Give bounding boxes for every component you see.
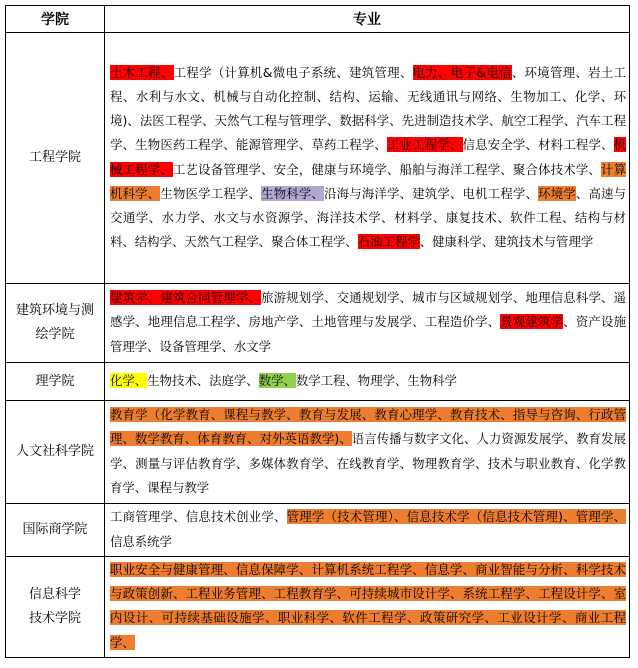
majors-cell: [105, 33, 630, 284]
school-name: [6, 33, 105, 284]
majors-cell: [105, 401, 630, 504]
major-text: 数学工程、物理学、生物科学: [295, 372, 457, 388]
highlighted-major: 数学、: [258, 372, 296, 388]
table-row: [6, 401, 630, 504]
highlighted-major: 环境学: [538, 185, 576, 201]
highlighted-major: 石油工程学: [357, 234, 420, 250]
highlighted-major: 电力、电子&电信: [412, 64, 512, 80]
highlighted-major: 管理学（技术管理）、信息技术学（信息技术管理)、管理学、: [286, 509, 627, 525]
major-text: 生物技术、法庭学、: [147, 372, 259, 388]
major-text: 生物医学工程学、: [160, 185, 262, 201]
school-name: [6, 363, 105, 401]
table-row: [6, 33, 630, 284]
majors-table: [5, 5, 630, 658]
major-text: 旅游规划学、交通规划学、城市与区域规划学、地理信息科学、遥感学、地理信息工程学、房地产学、土地管理与发展学、工程造价学、: [110, 290, 627, 330]
header-major: 专业: [105, 6, 630, 33]
major-text: 信息安全学、材料工程学、: [462, 137, 614, 153]
school-name-text: 建筑环境与测绘学院: [16, 303, 95, 342]
highlighted-major: 景观建筑学: [500, 314, 564, 330]
table-row: [6, 557, 630, 658]
highlighted-major: 化学、: [110, 372, 148, 388]
majors-cell: [105, 504, 630, 557]
highlighted-major: 土木工程、: [110, 64, 174, 80]
highlighted-major: 建筑学、建筑合同管理学、: [110, 290, 262, 306]
majors-cell: [105, 557, 630, 658]
major-text: 、环境管理、岩土工程、水利与水文、机械与自动化控制、结构、运输、无线通讯与网络、生物加工、化学、环境)、法医工程学、天然气工程与管理学、数据科学、先进制造技术学、航空工程学、汽车工程学、生物医药工程学、能源管理学、草药工程学、: [110, 64, 627, 153]
school-name-text: 理学院: [35, 373, 75, 389]
major-text: 工艺设备管理学、安全，健康与环境学、船舶与海洋工程学、聚合体技术学、: [172, 161, 602, 177]
highlighted-major: 教育学（化学教育、课程与教学、教育与发展、教育心理学、教育技术、指导与咨询、行政管理、数学教育、体育教育、对外英语教学)、: [110, 407, 626, 447]
highlighted-major: 工业工程学、: [387, 137, 463, 153]
school-name: [6, 557, 105, 658]
major-text: 工程学（计算机&微电子系统、建筑管理、: [173, 64, 413, 80]
school-name-text: 人文社科学院: [15, 444, 94, 459]
header-school: 学院: [6, 6, 105, 33]
major-text: 、资产设施管理学、设备管理学、水文学: [110, 314, 627, 354]
major-text: 语言传播与数字文化、人力资源发展学、教育发展学、测量与评估教育学、多媒体教育学、在线教育学、物理教育学、技术与职业教育、化学教育学、课程与教学: [110, 431, 626, 495]
header-row: [6, 6, 630, 33]
highlighted-major: 计算机科学、: [110, 161, 627, 201]
major-text: 、高速与交通学、水力学、水文与水资源学、海洋技术学、材料学、康复技术、软件工程、结构与材料、结构学、天然气工程学、聚合体工程学、: [110, 185, 627, 250]
school-name-text: 国际商学院: [22, 522, 88, 537]
table-row: [6, 363, 630, 401]
school-name: [6, 504, 105, 557]
major-text: 信息系统学: [110, 533, 172, 549]
table-row: [6, 284, 630, 363]
school-name: [6, 284, 105, 363]
school-name-text: 信息科学技术学院: [28, 586, 81, 626]
major-text: 工商管理学、信息技术创业学、: [110, 509, 287, 525]
highlighted-major: 职业安全与健康管理、信息保障学、计算机系统工程学、信息学、商业智能与分析、科学技术与政策创新、工程业务管理、工程教育学、可持续城市设计学、系统工程学、工程设计学、室内设计、可持续基础设施学、职业科学、软件工程学、政策研究学、工业设计学、商业工程学、: [110, 562, 626, 650]
highlighted-major: 生物科学、: [261, 185, 325, 201]
highlighted-major: 机械工程学、: [110, 137, 627, 177]
majors-cell: [105, 284, 630, 363]
major-text: 、健康科学、建筑技术与管理学: [419, 234, 594, 250]
major-text: 沿海与海洋学、建筑学、电机工程学、: [324, 185, 539, 201]
table-row: [6, 504, 630, 557]
school-name: [6, 401, 105, 504]
majors-cell: [105, 363, 630, 401]
school-name-text: 工程学院: [28, 150, 81, 165]
